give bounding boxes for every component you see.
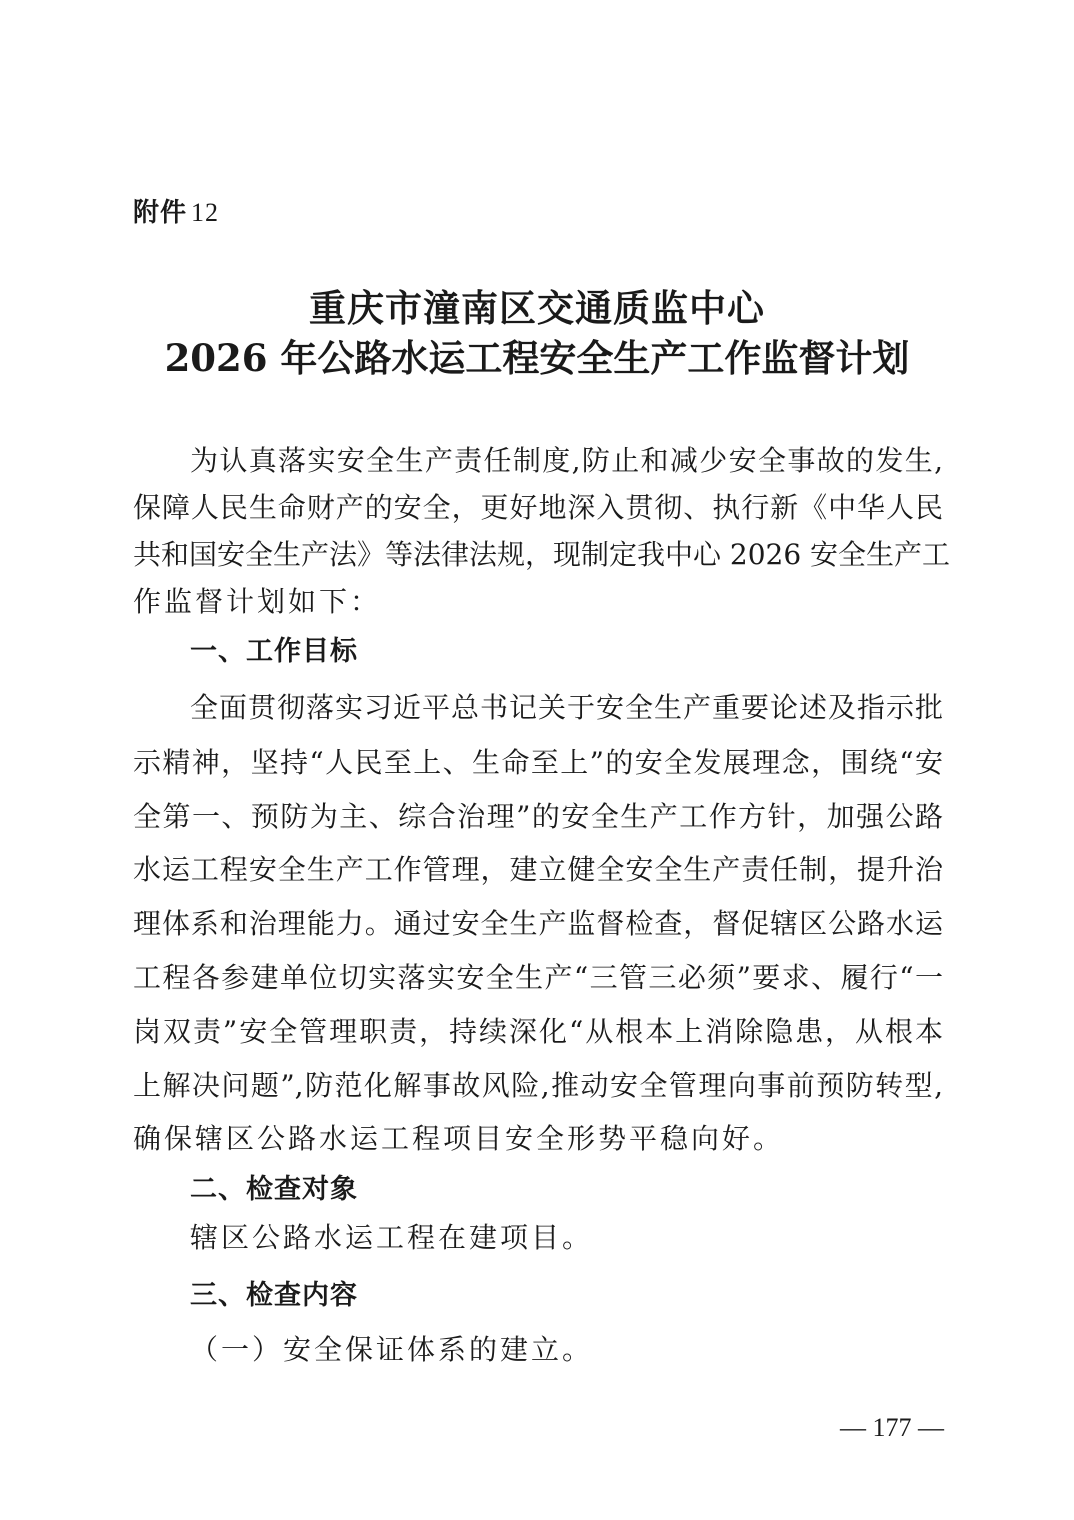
paragraph-line: 作监督计划如下： [133,585,382,618]
paragraph-line: 保障人民生命财产的安全，更好地深入贯彻、执行新《中华人民 [133,491,943,524]
paragraph-line: 全第一、预防为主、综合治理”的安全生产工作方针，加强公路 [133,800,943,833]
paragraph-line: 工程各参建单位切实落实安全生产“三管三必须”要求、履行“一 [133,961,943,994]
section-heading-work-goals: 一、工作目标 [190,636,358,667]
paragraph-line: 理体系和治理能力。通过安全生产监督检查，督促辖区公路水运 [133,907,943,940]
paragraph-line: 上解决问题”,防范化解事故风险,推动安全管理向事前预防转型, [133,1069,943,1102]
paragraph-line: 为认真落实安全生产责任制度,防止和减少安全事故的发生, [190,444,943,477]
section-heading-inspection-content: 三、检查内容 [190,1280,358,1311]
document-title-line-1: 重庆市潼南区交通质监中心 [309,286,765,330]
paragraph-line: 全面贯彻落实习近平总书记关于安全生产重要论述及指示批 [190,691,943,724]
attachment-label-text: 附件 [133,198,188,228]
inspection-content-item-1: （一）安全保证体系的建立。 [190,1333,594,1366]
section-heading-inspection-targets: 二、检查对象 [190,1174,358,1205]
paragraph-line: 岗双责”安全管理职责，持续深化“从根本上消除隐患，从根本 [133,1015,943,1048]
paragraph-line: 示精神，坚持“人民至上、生命至上”的安全发展理念，围绕“安 [133,746,943,779]
page-number: — 177 — [840,1413,944,1442]
attachment-label [133,193,219,233]
paragraph-line: 确保辖区公路水运工程项目安全形势平稳向好。 [133,1122,785,1155]
attachment-number: 12 [191,198,220,227]
paragraph-line: 水运工程安全生产工作管理，建立健全安全生产责任制，提升治 [133,853,943,886]
document-title-line-2: 2026 年公路水运工程安全生产工作监督计划 [164,336,910,380]
paragraph-line: 共和国安全生产法》等法律法规，现制定我中心 2026 安全生产工 [133,538,951,571]
inspection-targets-text: 辖区公路水运工程在建项目。 [190,1221,594,1254]
